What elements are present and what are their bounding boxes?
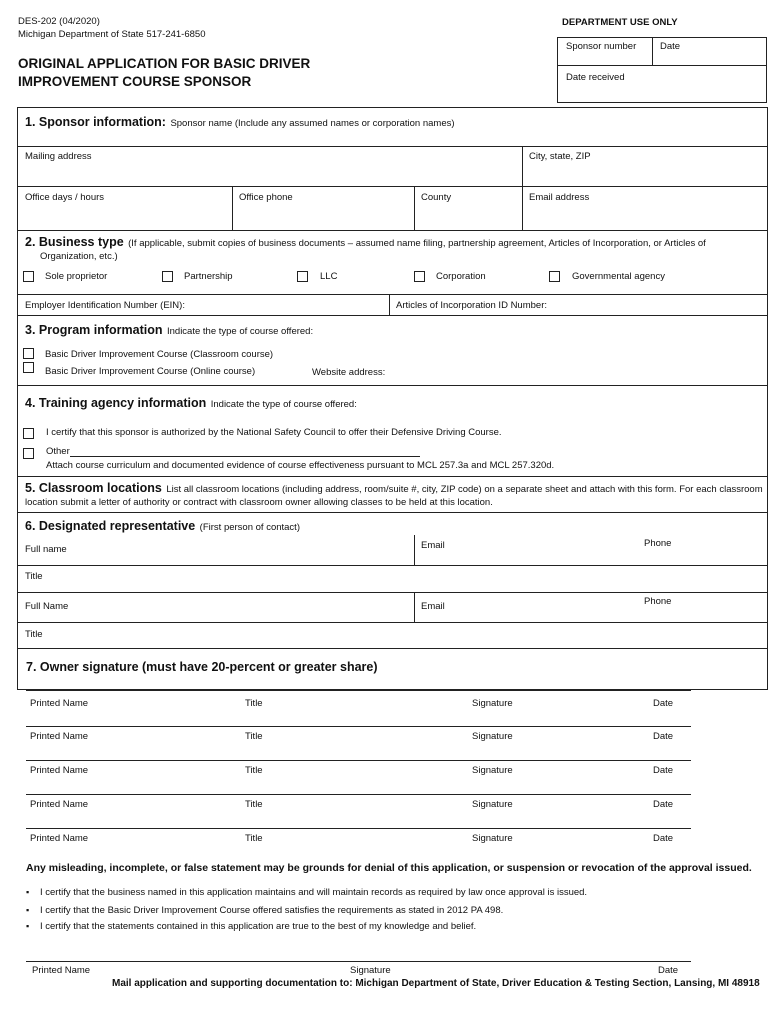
section1-title: 1. Sponsor information:: [25, 115, 166, 129]
owner5-signature[interactable]: Signature: [472, 833, 513, 844]
divider: [232, 186, 233, 230]
rep1-full-name-field[interactable]: Full name: [25, 544, 67, 555]
section7-title: 7. Owner signature (must have 20-percent or greater share): [26, 660, 378, 674]
divider: [522, 186, 523, 230]
mailing-address-field[interactable]: Mailing address: [25, 151, 92, 162]
classroom-course-checkbox[interactable]: [23, 348, 34, 359]
signature-line: [26, 726, 691, 727]
rep1-title-field[interactable]: Title: [25, 571, 43, 582]
divider: [17, 648, 768, 649]
section5-note-line1: List all classroom locations (including address, room/suite #, city, ZIP code) on a separate sheet and attach with this form. For each classroom: [166, 484, 763, 495]
email-address-field[interactable]: Email address: [529, 192, 590, 203]
certify-bullet-requirements: ▪ I certify that the Basic Driver Improvement Course offered satisfies the requirements as stated in 2012 PA 498.: [40, 905, 503, 916]
corporation-label: Corporation: [436, 271, 486, 282]
other-input-line[interactable]: [70, 456, 420, 457]
owner2-signature[interactable]: Signature: [472, 731, 513, 742]
owner5-title[interactable]: Title: [245, 833, 263, 844]
rep1-phone-field[interactable]: Phone: [644, 538, 672, 549]
owner5-printed-name[interactable]: Printed Name: [30, 833, 89, 844]
signature-line: [26, 961, 691, 962]
owner5-date[interactable]: Date: [653, 833, 674, 844]
divider: [17, 230, 768, 231]
certify-bullet-records: ▪ I certify that the business named in this application maintains and will maintain records as required by law once approval is issued.: [40, 887, 587, 898]
form-title-line1: ORIGINAL APPLICATION FOR BASIC DRIVER: [18, 56, 311, 71]
other-label: Other: [46, 446, 70, 457]
governmental-agency-label: Governmental agency: [572, 271, 665, 282]
dept-date-field[interactable]: Date: [660, 41, 681, 52]
sole-proprietor-checkbox[interactable]: [23, 271, 34, 282]
section6-title: 6. Designated representative: [25, 519, 196, 533]
final-signature[interactable]: Signature: [350, 965, 391, 976]
ein-field[interactable]: Employer Identification Number (EIN):: [25, 300, 185, 311]
partnership-checkbox[interactable]: [162, 271, 173, 282]
section2-note-line1: (If applicable, submit copies of business documents – assumed name filing, partnership agreement, Articles of Incorporation, or Articles of: [128, 238, 706, 249]
owner3-date[interactable]: Date: [653, 765, 674, 776]
owner3-signature[interactable]: Signature: [472, 765, 513, 776]
form-title-line2: IMPROVEMENT COURSE SPONSOR: [18, 74, 252, 89]
attach-curriculum-text: Attach course curriculum and documented evidence of course effectiveness pursuant to MCL 257.3a and MCL 257.320d.: [46, 460, 555, 471]
divider: [17, 622, 768, 623]
mailing-instructions: Mail application and supporting documentation to: Michigan Department of State, Driver Education & Testing Section, Lansing, MI 48918: [112, 978, 760, 989]
section4-header: [25, 394, 357, 412]
online-course-label: Basic Driver Improvement Course (Online course): [45, 366, 256, 377]
dept-use-label: DEPARTMENT USE ONLY: [562, 17, 678, 28]
divider: [522, 146, 523, 186]
section4-note: Indicate the type of course offered:: [210, 399, 357, 410]
divider: [17, 512, 768, 513]
rep2-phone-field[interactable]: Phone: [644, 596, 672, 607]
nsc-certify-checkbox[interactable]: [23, 428, 34, 439]
section6-header: [25, 517, 300, 535]
section1-note: Sponsor name (Include any assumed names or corporation names): [170, 118, 455, 129]
other-checkbox[interactable]: [23, 448, 34, 459]
divider: [389, 294, 390, 315]
classroom-course-label: Basic Driver Improvement Course (Classroom course): [45, 349, 274, 360]
section6-note: (First person of contact): [199, 522, 300, 533]
divider: [17, 315, 768, 316]
section3-header: [25, 321, 313, 339]
owner4-printed-name[interactable]: Printed Name: [30, 799, 89, 810]
agency-line: Michigan Department of State 517-241-6850: [18, 29, 206, 40]
owner4-title[interactable]: Title: [245, 799, 263, 810]
sponsor-number-field[interactable]: Sponsor number: [566, 41, 637, 52]
office-phone-field[interactable]: Office phone: [239, 192, 293, 203]
section2-header: [25, 236, 760, 250]
owner1-date[interactable]: Date: [653, 698, 674, 709]
owner1-printed-name[interactable]: Printed Name: [30, 698, 89, 709]
divider: [17, 592, 768, 593]
rep2-email-field[interactable]: Email: [421, 601, 445, 612]
owner1-title[interactable]: Title: [245, 698, 263, 709]
section2-title: 2. Business type: [25, 235, 124, 249]
llc-checkbox[interactable]: [297, 271, 308, 282]
office-days-hours-field[interactable]: Office days / hours: [25, 192, 105, 203]
owner4-date[interactable]: Date: [653, 799, 674, 810]
corporation-checkbox[interactable]: [414, 271, 425, 282]
section4-title: 4. Training agency information: [25, 396, 207, 410]
section5-title: 5. Classroom locations: [25, 481, 162, 495]
signature-line: [26, 794, 691, 795]
final-date[interactable]: Date: [658, 965, 679, 976]
nsc-certify-label: I certify that this sponsor is authorized by the National Safety Council to offer their Defensive Driving Course.: [46, 427, 502, 438]
sole-proprietor-label: Sole proprietor: [45, 271, 108, 282]
governmental-agency-checkbox[interactable]: [549, 271, 560, 282]
owner4-signature[interactable]: Signature: [472, 799, 513, 810]
warning-statement: Any misleading, incomplete, or false statement may be grounds for denial of this application, or suspension or revocation of the approval issued.: [26, 862, 752, 874]
rep2-title-field[interactable]: Title: [25, 629, 43, 640]
divider: [652, 37, 653, 65]
divider: [414, 186, 415, 230]
section2-note-line2: Organization, etc.): [40, 251, 118, 262]
sponsor-name-field[interactable]: [18, 128, 766, 146]
divider: [17, 476, 768, 477]
partnership-label: Partnership: [184, 271, 233, 282]
section3-note: Indicate the type of course offered:: [166, 326, 314, 337]
owner2-date[interactable]: Date: [653, 731, 674, 742]
divider: [17, 565, 768, 566]
owner2-title[interactable]: Title: [245, 731, 263, 742]
owner3-title[interactable]: Title: [245, 765, 263, 776]
section5-note-line2: location submit a letter of authority or contract with classroom owner allowing classes to be held at this location.: [25, 497, 493, 508]
signature-line: [26, 690, 691, 691]
divider: [557, 65, 767, 66]
owner2-printed-name[interactable]: Printed Name: [30, 731, 89, 742]
divider: [17, 186, 768, 187]
date-received-field[interactable]: Date received: [566, 72, 625, 83]
section5-header: [25, 481, 763, 496]
rep2-full-name-field[interactable]: Full Name: [25, 601, 69, 612]
online-course-checkbox[interactable]: [23, 362, 34, 373]
divider: [17, 294, 768, 295]
final-printed-name[interactable]: Printed Name: [32, 965, 91, 976]
signature-line: [26, 760, 691, 761]
divider: [414, 592, 415, 622]
owner3-printed-name[interactable]: Printed Name: [30, 765, 89, 776]
divider: [414, 535, 415, 565]
form-number: DES-202 (04/2020): [18, 16, 100, 27]
signature-line: [26, 828, 691, 829]
divider: [17, 385, 768, 386]
rep1-email-field[interactable]: Email: [421, 540, 445, 551]
certify-bullet-true: ▪ I certify that the statements contained in this application are true to the best of my knowledge and belief.: [40, 921, 476, 932]
section3-title: 3. Program information: [25, 323, 163, 337]
articles-id-field[interactable]: Articles of Incorporation ID Number:: [396, 300, 548, 311]
city-state-zip-field[interactable]: City, state, ZIP: [529, 151, 591, 162]
owner1-signature[interactable]: Signature: [472, 698, 513, 709]
divider: [17, 146, 768, 147]
county-field[interactable]: County: [421, 192, 452, 203]
llc-label: LLC: [320, 271, 338, 282]
website-address-field[interactable]: Website address:: [312, 367, 386, 378]
